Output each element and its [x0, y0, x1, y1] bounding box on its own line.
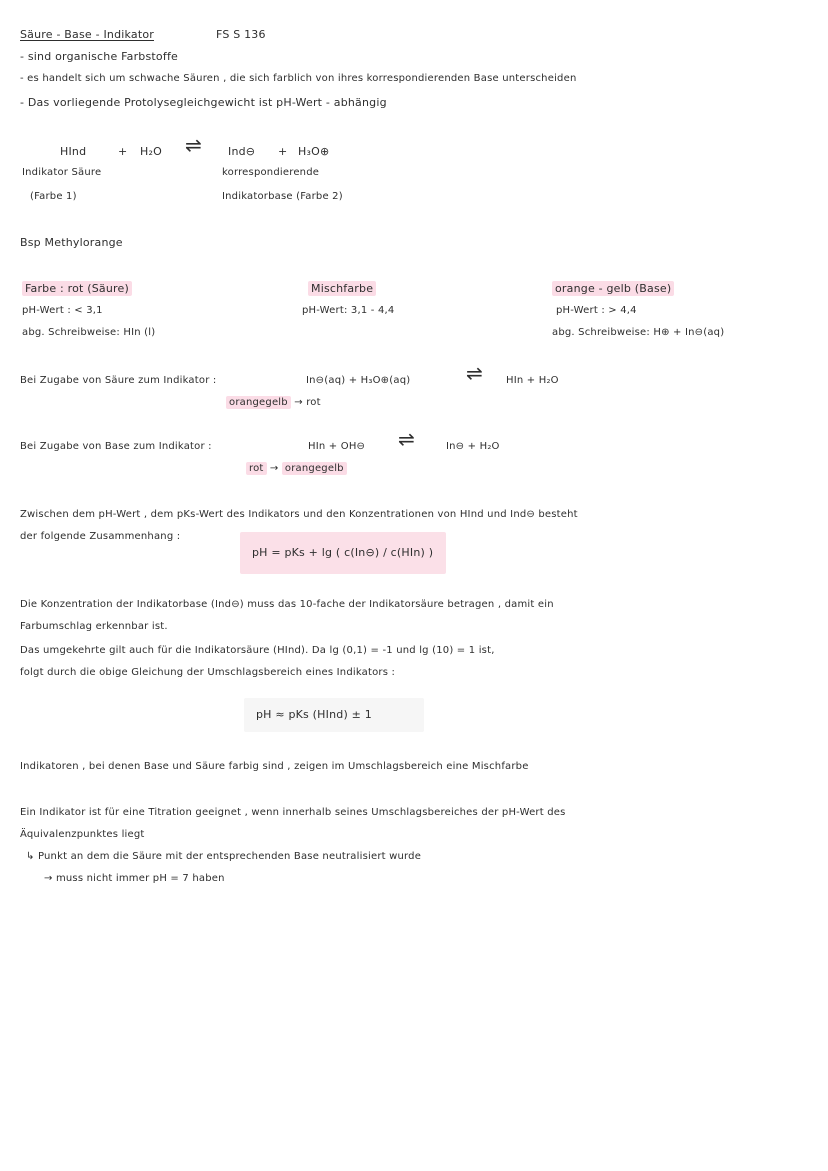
acid-change-to: rot [306, 397, 321, 408]
concentration-formula: pH ≈ pKs (HInd) ± 1 [256, 708, 372, 721]
eq-plus-2: + [278, 145, 288, 158]
eq-h3o: H₃O⊕ [298, 145, 330, 158]
base-addition-reactants: HIn + OH⊖ [308, 441, 366, 452]
intro-line-1: - sind organische Farbstoffe [20, 50, 178, 63]
eq-base-label-1: korrespondierende [222, 167, 320, 178]
titration-line-3: ↳ Punkt an dem die Säure mit der entsprechenden Base neutralisiert wurde [26, 851, 422, 862]
relation-line-2: der folgende Zusammenhang : [20, 531, 181, 542]
example-col1-title [22, 282, 132, 296]
concentration-line-2: Farbumschlag erkennbar ist. [20, 621, 168, 632]
eq-h2o: H₂O [140, 145, 162, 158]
eq-arrow: ⇌ [185, 133, 202, 157]
acid-change-arrow: → [294, 397, 303, 408]
concentration-line-4: folgt durch die obige Gleichung der Umschlagsbereich eines Indikators : [20, 667, 396, 678]
titration-line-4: → muss nicht immer pH = 7 haben [44, 873, 225, 884]
eq-hind: HInd [60, 145, 87, 158]
example-col3-title-text: orange - gelb (Base) [552, 281, 674, 296]
mixed-line-1: Indikatoren , bei denen Base und Säure farbig sind , zeigen im Umschlagsbereich eine Mischfarbe [20, 761, 529, 772]
acid-addition-products: HIn + H₂O [506, 375, 559, 386]
concentration-line-1: Die Konzentration der Indikatorbase (Ind⊖) muss das 10-fache der Indikatorsäure betragen , damit ein [20, 599, 554, 610]
example-col1-ph: pH-Wert : < 3,1 [22, 305, 103, 316]
eq-plus-1: + [118, 145, 128, 158]
eq-ind: Ind⊖ [228, 145, 256, 158]
intro-line-3: - Das vorliegende Protolysegleichgewicht ist pH-Wert - abhängig [20, 96, 387, 109]
page-reference: FS S 136 [216, 28, 266, 41]
base-addition-arrow: ⇌ [398, 427, 415, 451]
base-change-arrow: → [269, 463, 279, 474]
example-col3-notation: abg. Schreibweise: H⊕ + In⊖(aq) [552, 327, 725, 338]
base-change-to: orangegelb [282, 462, 347, 475]
acid-addition-arrow: ⇌ [466, 361, 483, 385]
example-heading: Bsp Methylorange [20, 236, 123, 249]
example-col2-title [308, 282, 376, 296]
base-addition-products: In⊖ + H₂O [446, 441, 500, 452]
example-col2-title-text: Mischfarbe [308, 281, 376, 296]
intro-line-2: - es handelt sich um schwache Säuren , die sich farblich von ihres korrespondierenden Base unterscheiden [20, 73, 577, 84]
eq-acid-color: (Farbe 1) [30, 191, 77, 202]
base-addition-label: Bei Zugabe von Base zum Indikator : [20, 441, 212, 452]
relation-formula: pH = pKs + lg ( c(In⊖) / c(HIn) ) [252, 546, 434, 559]
base-addition-change [246, 462, 347, 476]
acid-change-from: orangegelb [226, 396, 291, 409]
page-title: Säure - Base - Indikator [20, 28, 154, 41]
acid-addition-label: Bei Zugabe von Säure zum Indikator : [20, 375, 217, 386]
titration-line-1: Ein Indikator ist für eine Titration geeignet , wenn innerhalb seines Umschlagsbereiches der pH-Wert des [20, 807, 566, 818]
titration-line-2: Äquivalenzpunktes liegt [20, 829, 145, 840]
example-col3-ph: pH-Wert : > 4,4 [556, 305, 637, 316]
example-col1-notation: abg. Schreibweise: HIn (l) [22, 327, 156, 338]
example-col1-title-text: Farbe : rot (Säure) [22, 281, 132, 296]
acid-addition-reactants: In⊖(aq) + H₃O⊕(aq) [306, 375, 411, 386]
concentration-line-3: Das umgekehrte gilt auch für die Indikatorsäure (HInd). Da lg (0,1) = -1 und lg (10) = 1 ist, [20, 645, 495, 656]
example-col2-ph: pH-Wert: 3,1 - 4,4 [302, 305, 395, 316]
eq-base-label-2: Indikatorbase (Farbe 2) [222, 191, 343, 202]
eq-acid-label: Indikator Säure [22, 167, 102, 178]
relation-line-1: Zwischen dem pH-Wert , dem pKs-Wert des Indikators und den Konzentrationen von HInd und Ind⊖ besteht [20, 509, 578, 520]
acid-addition-change [226, 396, 321, 410]
example-col3-title [552, 282, 674, 296]
base-change-from: rot [246, 462, 267, 475]
